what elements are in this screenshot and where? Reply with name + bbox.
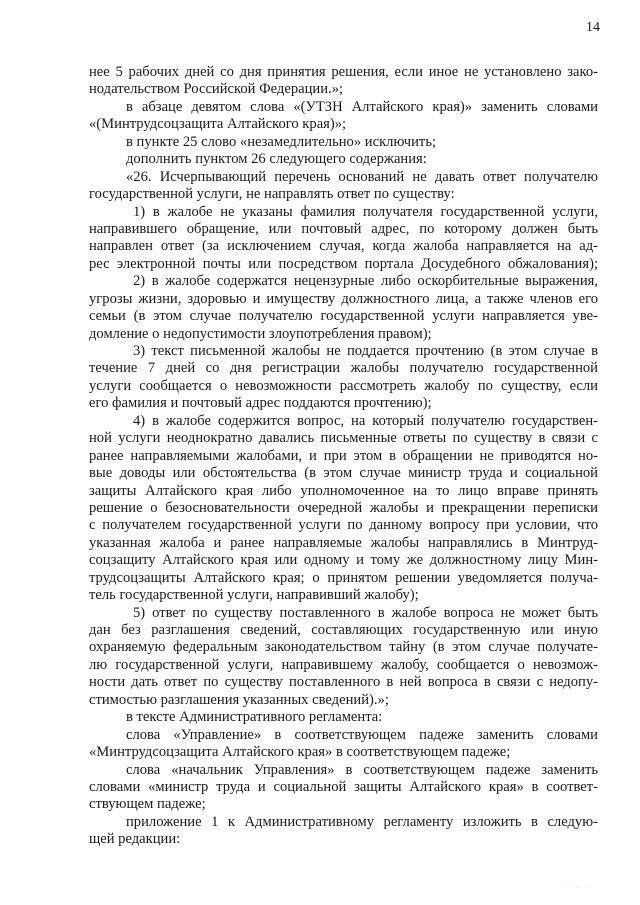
- text-line: с получателем государственной услуги по данному вопросу при условии, что: [89, 517, 598, 534]
- text-line: соцзащиту Алтайского края или одному и тому же должностному лицу Мин-: [89, 552, 598, 569]
- scan-artifact: · · ·: [567, 885, 591, 891]
- text-line: слова «начальник Управления» в соответствующем падеже заменить: [126, 761, 598, 778]
- text-line: ной услуги неоднократно давались письменные ответы по существу в связи с: [89, 430, 598, 447]
- text-line: ности дать ответ по существу поставленного в ней вопроса в связи с недопу-: [89, 674, 598, 691]
- text-line: слова «Управление» в соответствующем падеже заменить словами: [126, 726, 598, 743]
- text-line: нодательством Российской Федерации.»;: [89, 81, 344, 98]
- text-line: 3) текст письменной жалобы не поддается прочтению (в этом случае в: [133, 343, 598, 359]
- text-line: охраняемую федеральным законодательством тайну (в этом случае получате-: [89, 639, 598, 656]
- text-line: тель государственной услуги, направивший жалобу);: [89, 587, 419, 604]
- text-line: приложение 1 к Административному регламенту изложить в следую-: [126, 813, 598, 830]
- text-line: стимостью разглашения указанных сведений).»;: [89, 691, 389, 708]
- text-line: 4) в жалобе содержится вопрос, на который получателю государствен-: [133, 412, 598, 429]
- text-line: дополнить пунктом 26 следующего содержания:: [126, 151, 427, 168]
- text-line: защиты Алтайского края либо уполномоченное на то лицо вправе принять: [89, 482, 598, 499]
- text-line: семьи (в этом случае получателю государственной услуги направляется уве-: [89, 308, 598, 325]
- text-line: решение о безосновательности очередной жалобы и прекращении переписки: [89, 499, 598, 516]
- text-line: домление о недопустимости злоупотребления правом);: [89, 325, 432, 342]
- text-line: в абзаце девятом слова «(УТЗН Алтайского края)» заменить словами: [126, 98, 598, 115]
- text-line: его фамилия и почтовый адрес поддаются прочтению);: [89, 395, 432, 412]
- text-line: в пункте 25 слово «незамедлительно» исключить;: [126, 133, 437, 150]
- text-line: указанная жалоба и ранее направляемые жалобы направлялись в Минтруд-: [89, 534, 598, 551]
- text-line: 1) в жалобе не указаны фамилия получателя государственной услуги,: [133, 203, 598, 220]
- text-line: направившего обращение, или почтовый адрес, по которому должен быть: [89, 220, 598, 237]
- text-line: 2) в жалобе содержатся нецензурные либо оскорбительные выражения,: [133, 273, 598, 290]
- text-line: щей редакции:: [89, 831, 181, 848]
- text-line: дан без разглашения сведений, составляющих государственную или иную: [89, 622, 598, 638]
- text-line: 5) ответ по существу поставленного в жалобе вопроса не может быть: [133, 604, 598, 621]
- text-line: в тексте Административного регламента:: [126, 709, 383, 726]
- text-line: словами «министр труда и социальной защиты Алтайского края» в соответ-: [89, 778, 598, 795]
- text-line: лю государственной услуги, направившему жалобу, сообщается о невозмож-: [89, 656, 598, 673]
- text-line: государственной услуги, не направлять ответ по существу:: [89, 186, 455, 203]
- text-line: течение 7 дней со дня регистрации жалобы получателю государственной: [89, 360, 598, 377]
- text-line: ствующем падеже;: [89, 796, 206, 813]
- text-line: направлен ответ (за исключением случая, когда жалоба направляется на ад-: [89, 238, 598, 255]
- text-line: услуги сообщается о невозможности рассмотреть жалобу по существу, если: [89, 377, 598, 394]
- page-number: 14: [586, 20, 600, 35]
- text-line: «Минтрудсоцзащита Алтайского края» в соответствующем падеже;: [89, 744, 511, 761]
- text-line: «26. Исчерпывающий перечень оснований не давать ответ получателю: [126, 168, 598, 185]
- text-line: «(Минтрудсоцзащита Алтайского края)»;: [89, 116, 347, 133]
- text-line: трудсоцзащиты Алтайского края; о принятом решении уведомляется получа-: [89, 569, 598, 586]
- text-line: вые доводы или обстоятельства (в этом случае министр труда и социальной: [89, 465, 598, 482]
- text-line: рес электронной почты или посредством портала Досудебного обжалования);: [89, 255, 598, 272]
- text-line: ранее направляемыми жалобами, и при этом в обращении не приводятся но-: [89, 447, 598, 464]
- text-line: нее 5 рабочих дней со дня принятия решения, если иное не установлено зако-: [89, 64, 598, 80]
- document-body: [89, 64, 598, 849]
- text-line: угрозы жизни, здоровью и имуществу должностного лица, а также членов его: [89, 290, 598, 307]
